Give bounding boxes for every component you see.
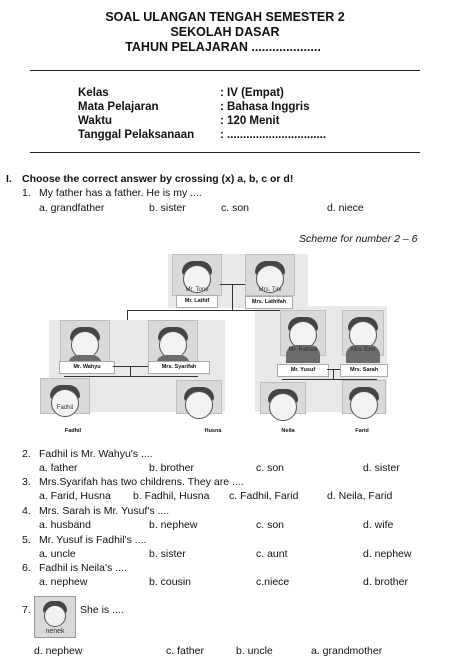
- q2-option-c[interactable]: c. son: [256, 462, 285, 474]
- photo-mrs-erni: Mrs. Erni: [342, 310, 384, 356]
- photo-mrs-syarifah: [148, 320, 198, 366]
- name-mrs-lathifah: Mrs. Lathifah: [245, 296, 293, 309]
- section-instruction: Choose the correct answer by crossing (x) a, b, c or d!: [22, 173, 294, 185]
- header-divider: [30, 70, 420, 71]
- info-label-class: Kelas: [78, 87, 109, 99]
- family-tree: [20, 250, 400, 440]
- q2-text: Fadhil is Mr. Wahyu's ....: [39, 448, 153, 460]
- q2-number: 2.: [22, 448, 31, 460]
- q5-option-a[interactable]: a. uncle: [39, 548, 76, 560]
- q4-option-a[interactable]: a. husband: [39, 519, 91, 531]
- info-label-subject: Mata Pelajaran: [78, 101, 159, 113]
- line-left-branch: [127, 310, 128, 320]
- photo-mr-tono: Mr. Tono: [172, 254, 222, 296]
- info-value-class: : IV (Empat): [220, 87, 284, 99]
- q7-option-a[interactable]: a. grandmother: [311, 645, 383, 657]
- q6-number: 6.: [22, 562, 31, 574]
- q3-text: Mrs.Syarifah has two childrens. They are ....: [39, 476, 244, 488]
- photo-farid: [342, 380, 386, 414]
- q7-option-c[interactable]: c. father: [166, 645, 204, 657]
- school-year: TAHUN PELAJARAN ....................: [125, 40, 321, 54]
- name-mrs-syarifah: Mrs. Syarifah: [148, 361, 210, 374]
- q5-option-b[interactable]: b. sister: [149, 548, 186, 560]
- info-divider: [30, 152, 420, 153]
- q1-option-c[interactable]: c. son: [221, 202, 250, 214]
- q5-number: 5.: [22, 534, 31, 546]
- name-mr-lathif: Mr. Lathif: [176, 295, 218, 308]
- q6-text: Fadhil is Neila's ....: [39, 562, 127, 574]
- line-right-down: [333, 369, 334, 379]
- q7-text: She is ....: [80, 604, 124, 616]
- q3-option-c[interactable]: c. Fadhil, Farid: [229, 490, 299, 502]
- q4-number: 4.: [22, 505, 31, 517]
- line-left-down: [130, 366, 131, 376]
- photo-neila: [260, 382, 306, 414]
- info-value-subject: : Bahasa Inggris: [220, 101, 310, 113]
- photo-mr-rahadi: Mr. Rahadi: [280, 310, 326, 356]
- q6-option-b[interactable]: b. cousin: [149, 576, 192, 588]
- q1-text: My father has a father. He is my ....: [39, 187, 202, 199]
- section-number: I.: [6, 173, 12, 185]
- child-name-fadhil: Fadhil: [64, 428, 82, 434]
- q7-number: 7.: [22, 604, 31, 616]
- q4-option-c[interactable]: c. son: [256, 519, 285, 531]
- q4-text: Mrs. Sarah is Mr. Yusuf's ....: [39, 505, 170, 517]
- q1-option-a[interactable]: a. grandfather: [39, 202, 105, 214]
- q2-option-b[interactable]: b. brother: [149, 462, 194, 474]
- q3-option-a[interactable]: a. Farid, Husna: [39, 490, 111, 502]
- child-name-farid: Farid: [355, 428, 369, 434]
- name-mr-wahyu: Mr. Wahyu: [59, 361, 115, 374]
- photo-fadhil: Fadhil: [40, 378, 90, 414]
- line-left-children: [64, 376, 198, 377]
- photo-mr-wahyu: [60, 320, 110, 366]
- photo-mrs-tini: Mrs. Tini: [245, 254, 295, 296]
- line-down-main: [232, 284, 233, 310]
- child-name-neila: Neila: [281, 428, 295, 434]
- q5-option-d[interactable]: d. nephew: [363, 548, 412, 560]
- info-label-time: Waktu: [78, 115, 113, 127]
- q1-option-b[interactable]: b. sister: [149, 202, 186, 214]
- q7-option-b[interactable]: b. uncle: [236, 645, 273, 657]
- scheme-caption: Scheme for number 2 – 6: [299, 233, 418, 245]
- name-mr-yusuf: Mr. Yusuf: [277, 364, 329, 377]
- q5-option-c[interactable]: c. aunt: [256, 548, 288, 560]
- q6-option-d[interactable]: d. brother: [363, 576, 408, 588]
- info-label-date: Tanggal Pelaksanaan: [78, 129, 195, 141]
- q3-option-b[interactable]: b. Fadhil, Husna: [133, 490, 210, 502]
- q4-option-d[interactable]: d. wife: [363, 519, 394, 531]
- q4-option-b[interactable]: b. nephew: [149, 519, 198, 531]
- info-value-time: : 120 Menit: [220, 115, 280, 127]
- q2-option-a[interactable]: a. father: [39, 462, 78, 474]
- photo-husna: [176, 380, 222, 414]
- exam-title: SOAL ULANGAN TENGAH SEMESTER 2: [105, 10, 345, 24]
- line-horizontal-top: [127, 310, 305, 311]
- grandmother-picture: [34, 596, 76, 638]
- child-name-husna: Husna: [204, 428, 222, 434]
- grandmother-picture-label: nenek: [45, 628, 65, 635]
- school-level: SEKOLAH DASAR: [170, 25, 280, 39]
- q6-option-a[interactable]: a. nephew: [39, 576, 88, 588]
- info-value-date: : ...............................: [220, 129, 327, 141]
- name-mrs-sarah: Mrs. Sarah: [340, 364, 388, 377]
- q1-option-d[interactable]: d. niece: [327, 202, 364, 214]
- q3-option-d[interactable]: d. Neila, Farid: [327, 490, 393, 502]
- q3-number: 3.: [22, 476, 31, 488]
- q6-option-c[interactable]: c.niece: [256, 576, 290, 588]
- q1-number: 1.: [22, 187, 31, 199]
- q7-option-d[interactable]: d. nephew: [34, 645, 83, 657]
- q2-option-d[interactable]: d. sister: [363, 462, 400, 474]
- q5-text: Mr. Yusuf is Fadhil's ....: [39, 534, 147, 546]
